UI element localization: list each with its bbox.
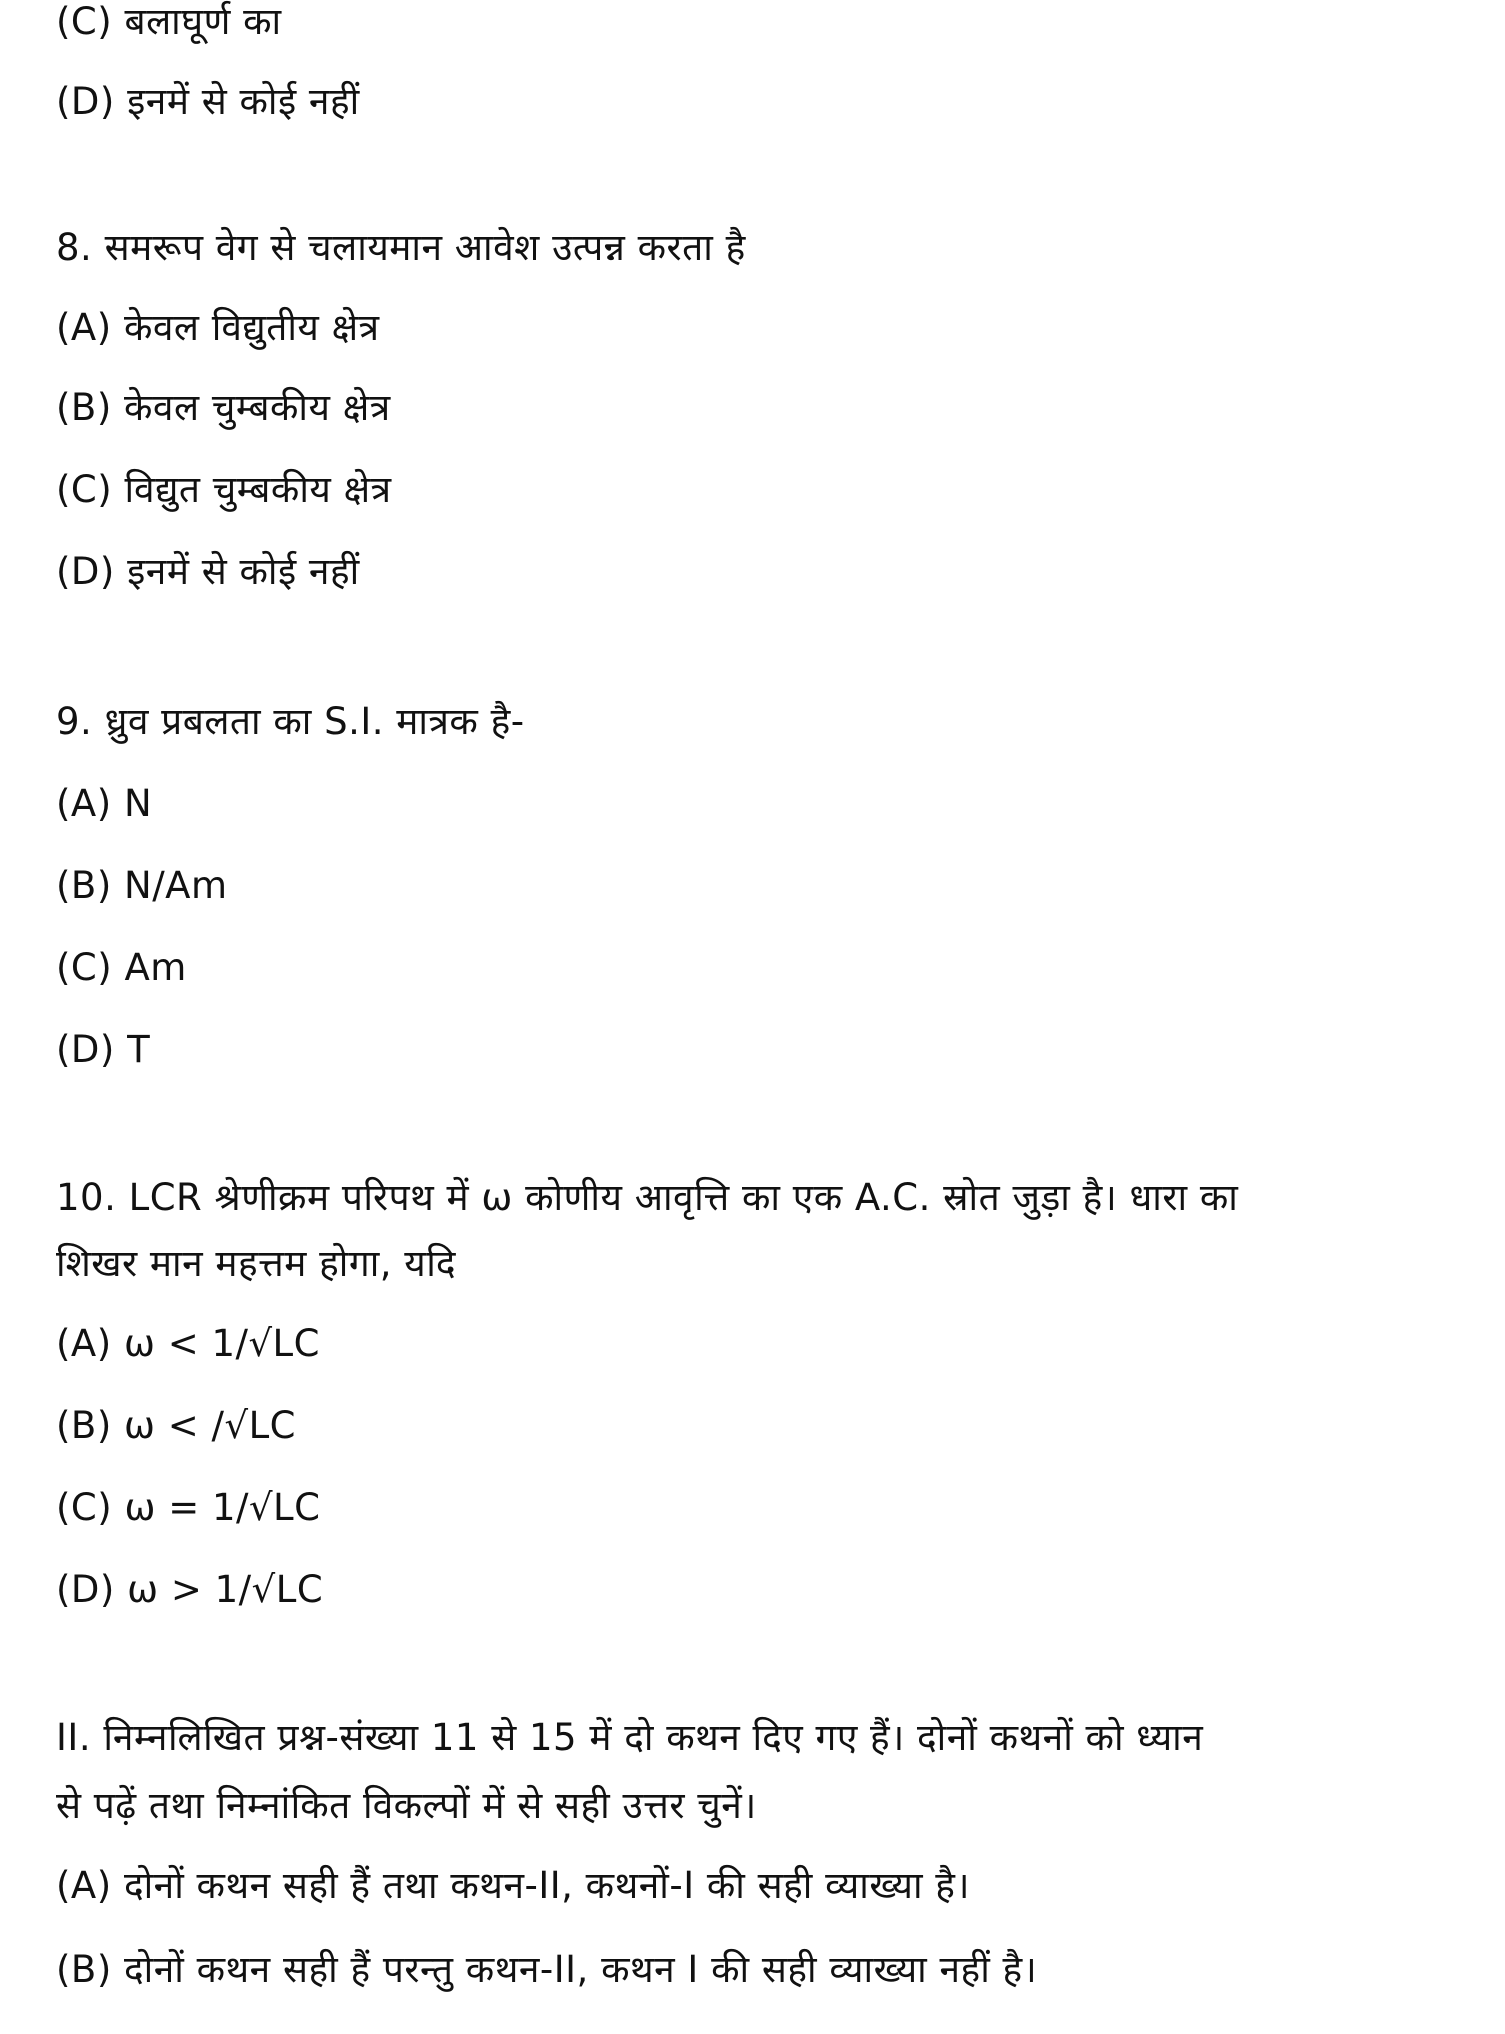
q8-question: 8. समरूप वेग से चलायमान आवेश उत्पन्न करता है xyxy=(56,226,746,269)
q10-question-line-1: 10. LCR श्रेणीक्रम परिपथ में ω कोणीय आवृत्ति का एक A.C. स्रोत जुड़ा है। धारा का xyxy=(56,1176,1239,1219)
q10-option-b: (B) ω < /√LC xyxy=(56,1404,297,1447)
section2-option-a: (A) दोनों कथन सही हैं तथा कथन-II, कथनों-I की सही व्याख्या है। xyxy=(56,1864,970,1907)
q8-option-c: (C) विद्युत चुम्बकीय क्षेत्र xyxy=(56,468,392,511)
q9-question: 9. ध्रुव प्रबलता का S.I. मात्रक है- xyxy=(56,700,525,743)
q9-option-b: (B) N/Am xyxy=(56,864,228,907)
q10-option-d: (D) ω > 1/√LC xyxy=(56,1568,324,1611)
q8-option-d: (D) इनमें से कोई नहीं xyxy=(56,550,360,593)
q10-question-line-2: शिखर मान महत्तम होगा, यदि xyxy=(56,1242,456,1285)
section2-intro-line-1: II. निम्नलिखित प्रश्न-संख्या 11 से 15 में दो कथन दिए गए हैं। दोनों कथनों को ध्यान xyxy=(56,1716,1204,1759)
section2-option-b: (B) दोनों कथन सही हैं परन्तु कथन-II, कथन I की सही व्याख्या नहीं है। xyxy=(56,1948,1038,1991)
q10-option-a: (A) ω < 1/√LC xyxy=(56,1322,320,1365)
q8-option-a: (A) केवल विद्युतीय क्षेत्र xyxy=(56,306,380,349)
q9-option-d: (D) T xyxy=(56,1028,151,1071)
q9-option-c: (C) Am xyxy=(56,946,187,989)
q9-option-a: (A) N xyxy=(56,782,153,825)
q10-option-c: (C) ω = 1/√LC xyxy=(56,1486,321,1529)
q8-option-b: (B) केवल चुम्बकीय क्षेत्र xyxy=(56,386,391,429)
section2-intro-line-2: से पढ़ें तथा निम्नांकित विकल्पों में से सही उत्तर चुनें। xyxy=(56,1784,757,1827)
q7-option-d: (D) इनमें से कोई नहीं xyxy=(56,80,360,123)
q7-option-c: (C) बलाघूर्ण का xyxy=(56,0,282,43)
